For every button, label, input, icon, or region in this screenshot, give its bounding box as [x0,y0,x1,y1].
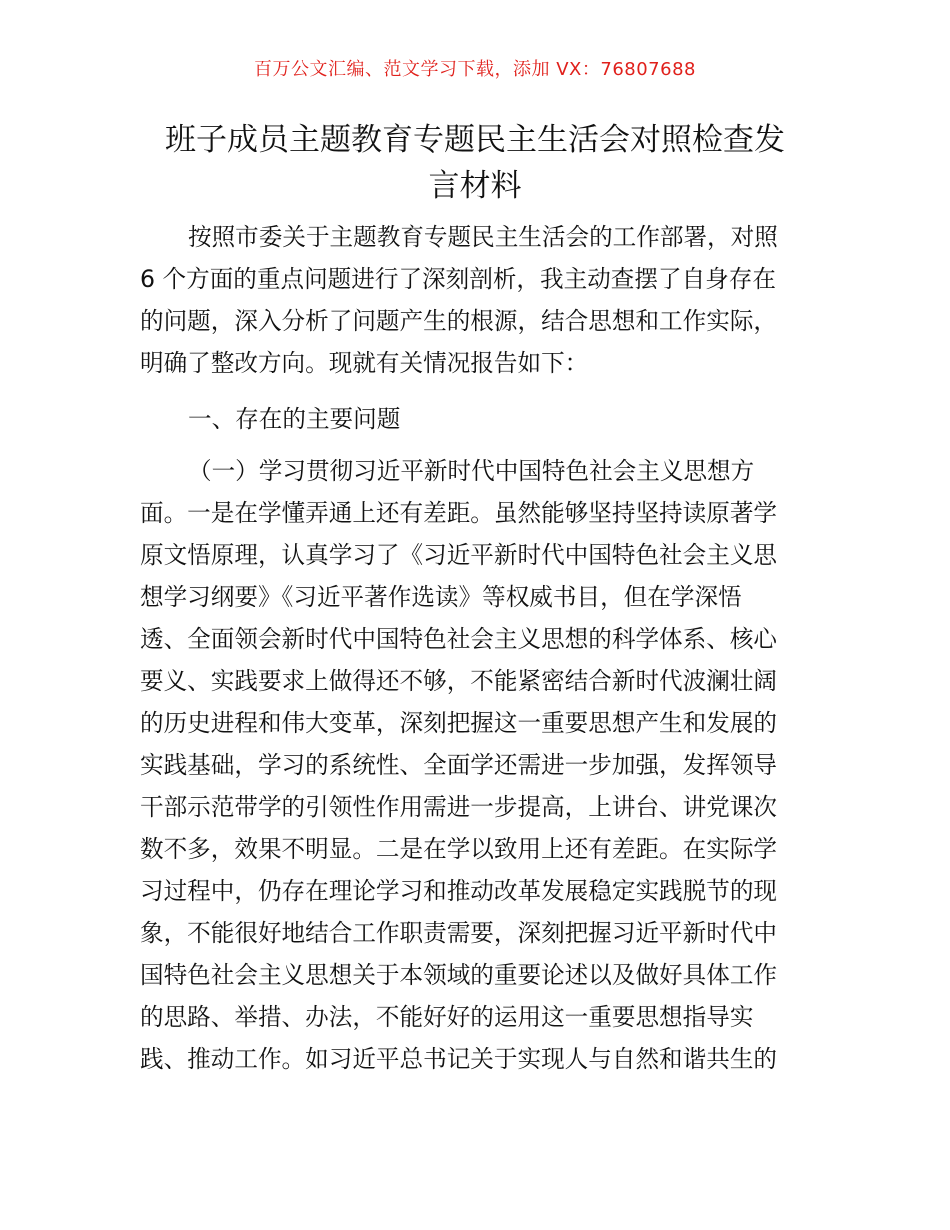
paragraph-line: 干部示范带学的引领性作用需进一步提高，上讲台、讲党课次 [140,793,778,821]
paragraph-line: 透、全面领会新时代中国特色社会主义思想的科学体系、核心 [140,625,778,653]
paragraph-line: 面。一是在学懂弄通上还有差距。虽然能够坚持坚持读原著学 [140,499,778,527]
paragraph-line: 的思路、举措、办法，不能好好的运用这一重要思想指导实 [140,1003,754,1031]
paragraph-line: （一）学习贯彻习近平新时代中国特色社会主义思想方 [188,457,755,485]
paragraph-line: 原文悟原理，认真学习了《习近平新时代中国特色社会主义思 [140,541,778,569]
paragraph-line: 的历史进程和伟大变革，深刻把握这一重要思想产生和发展的 [140,709,778,737]
promo-banner: 百万公文汇编、范文学习下载，添加 VX：76807688 [254,59,696,80]
section-heading: 一、存在的主要问题 [188,405,401,433]
title-line: 言材料 [428,168,522,204]
title-line: 班子成员主题教育专题民主生活会对照检查发 [165,122,785,158]
paragraph-line: 要义、实践要求上做得还不够，不能紧密结合新时代波澜壮阔 [140,667,778,695]
paragraph-line: 的问题，深入分析了问题产生的根源，结合思想和工作实际， [140,307,778,335]
paragraph-line: 习过程中，仍存在理论学习和推动改革发展稳定实践脱节的现 [140,877,778,905]
section-1-paragraph [140,450,812,1080]
paragraph-line: 国特色社会主义思想关于本领域的重要论述以及做好具体工作 [140,961,778,989]
paragraph-line: 想学习纲要》《习近平著作选读》等权威书目，但在学深悟 [140,583,742,611]
paragraph-line: 按照市委关于主题教育专题民主生活会的工作部署，对照 [188,223,778,251]
paragraph-line: 实践基础，学习的系统性、全面学还需进一步加强，发挥领导 [140,751,778,779]
paragraph-line: 明确了整改方向。现就有关情况报告如下： [140,349,589,377]
paragraph-line: 象，不能很好地结合工作职责需要，深刻把握习近平新时代中 [140,919,778,947]
paragraph-line: 践、推动工作。如习近平总书记关于实现人与自然和谐共生的 [140,1045,778,1073]
paragraph-line: 6 个方面的重点问题进行了深刻剖析，我主动查摆了自身存在 [140,265,776,293]
intro-paragraph [140,216,812,384]
paragraph-line: 数不多，效果不明显。二是在学以致用上还有差距。在实际学 [140,835,778,863]
document-title [100,117,850,209]
